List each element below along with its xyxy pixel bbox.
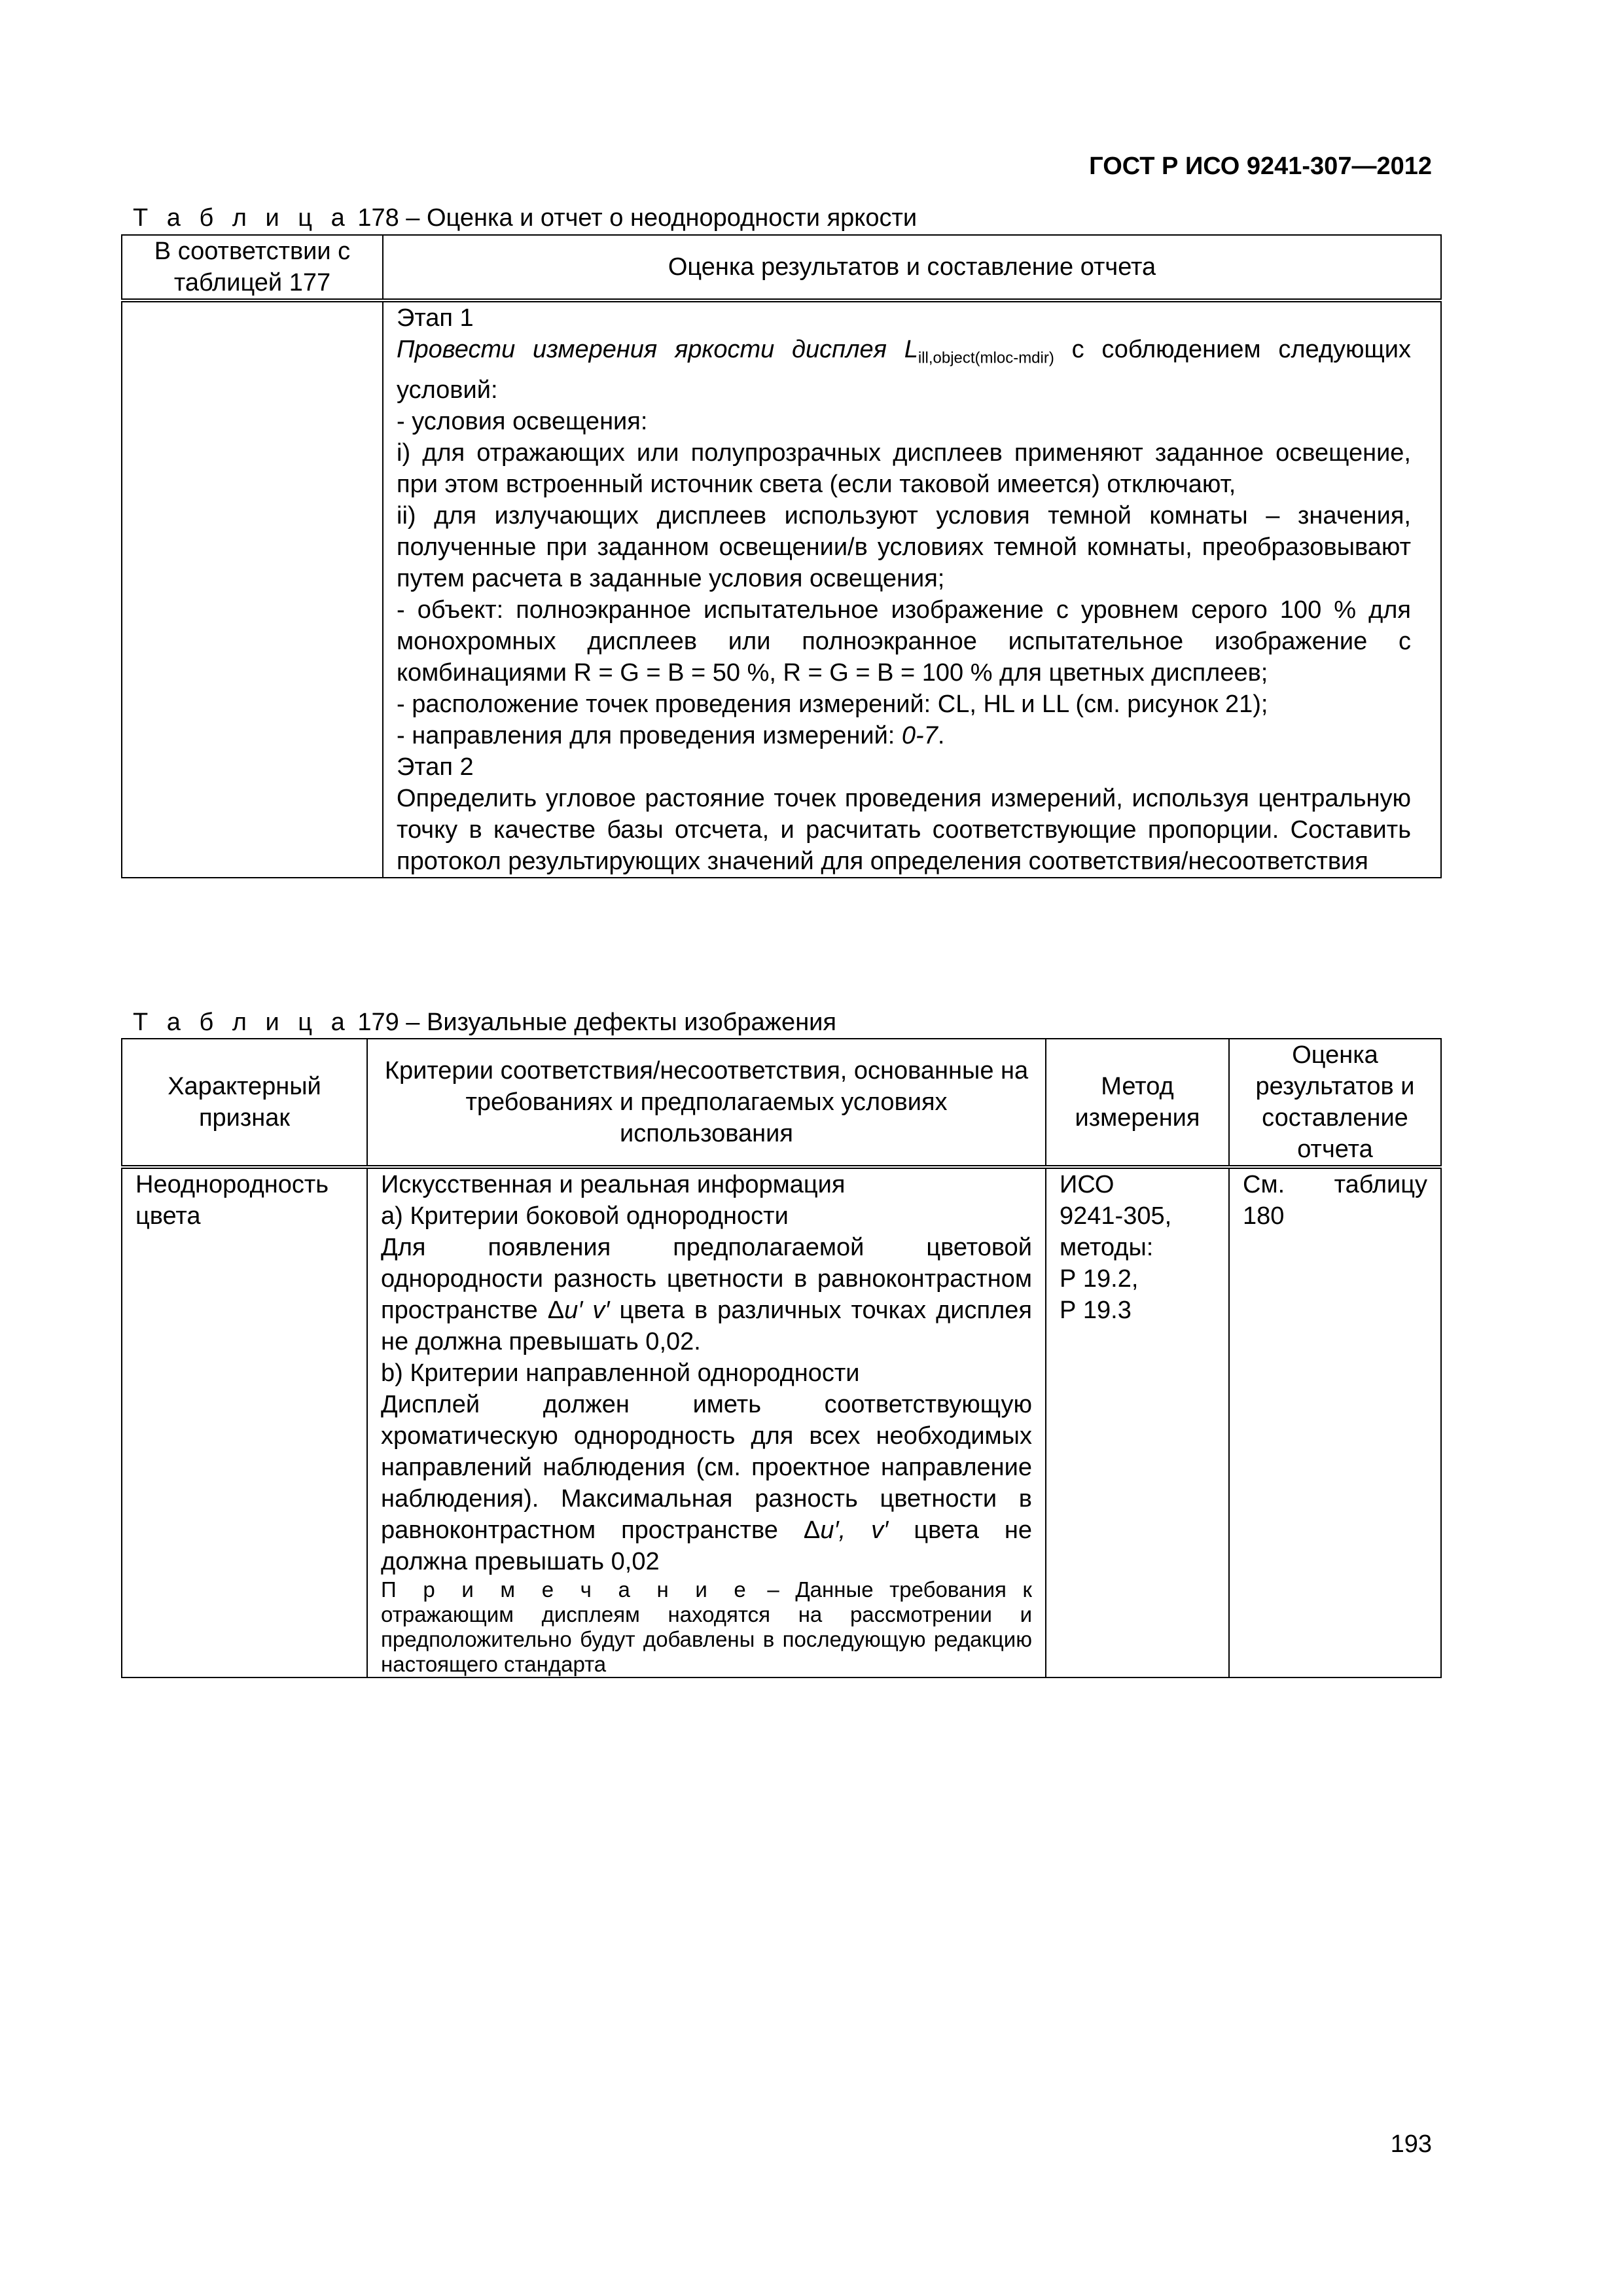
table-178-col1-cell (122, 300, 383, 878)
table-179-header-criteria: Критерии соответствия/несоответствия, основанные на требованиях и предполагаемых условиях использования (367, 1039, 1046, 1167)
table-178-content-cell (383, 300, 1441, 878)
table-179-row (122, 1167, 1441, 1677)
criteria-info-type: Искусственная и реальная информация (381, 1171, 846, 1198)
lighting-conditions-heading: - условия освещения: (397, 407, 648, 435)
table-179-header-method: Метод измерения (1046, 1039, 1229, 1167)
criteria-b-heading: b) Критерии направленной однородности (381, 1359, 860, 1387)
measurement-directions (397, 720, 1411, 751)
object-condition: - объект: полноэкранное испытательное изображение с уровнем серого 100 % для монохромных дисплеев или полноэкранное испытательное изображение с комбинациями R = G = B = 50 %, R = G = B = 100 % для цветных дисплеев; (397, 596, 1411, 687)
lighting-condition-i: i) для отражающих или полупрозрачных дисплеев применяют заданное освещение, при этом встроенный источник света (если таковой имеется) отключают, (397, 439, 1411, 498)
table-178-caption-label: Т а б л и ц а (133, 204, 351, 232)
criteria-a-text-end: цвета в различных точках дисплея не должна превышать 0,02. (381, 1297, 1032, 1355)
method-line: ИСО (1060, 1171, 1115, 1198)
method-line: Р 19.3 (1060, 1297, 1132, 1324)
table-179-header-row (122, 1039, 1441, 1167)
table-178-caption (133, 204, 917, 232)
measurement-directions-range: 0-7 (901, 721, 938, 749)
evaluation-cell: См. таблицу 180 (1229, 1167, 1441, 1677)
method-line: 9241-305, (1060, 1202, 1172, 1230)
method-line: Р 19.2, (1060, 1265, 1139, 1293)
method-cell (1046, 1167, 1229, 1677)
stage-1-intro-text: Провести измерения яркости дисплея L (397, 336, 918, 363)
criteria-cell (367, 1167, 1046, 1677)
criteria-note (381, 1577, 1032, 1677)
table-178 (121, 234, 1442, 878)
feature-cell: Неоднородность цвета (122, 1167, 367, 1677)
standard-header: ГОСТ Р ИСО 9241-307—2012 (1089, 152, 1432, 180)
table-179 (121, 1038, 1442, 1678)
criteria-b-symbol: u′, v′ (820, 1516, 889, 1544)
measurement-points: - расположение точек проведения измерений: CL, HL и LL (см. рисунок 21); (397, 690, 1268, 718)
method-line: методы: (1060, 1234, 1154, 1261)
criteria-a-heading: a) Критерии боковой однородности (381, 1202, 789, 1230)
page-number: 193 (1390, 2130, 1432, 2158)
criteria-b-text (381, 1389, 1032, 1577)
stage-1-label: Этап 1 (397, 304, 474, 332)
criteria-a-text (381, 1232, 1032, 1357)
table-178-col2-header: Оценка результатов и составление отчета (383, 235, 1441, 300)
stage-2-label: Этап 2 (397, 753, 474, 781)
criteria-a-text-start: Для появления предполагаемой цветовой однородности разность цветности в равноконтрастном пространстве Δ (381, 1234, 1032, 1324)
table-179-caption-label: Т а б л и ц а (133, 1009, 351, 1036)
measurement-directions-text: - направления для проведения измерений: (397, 721, 902, 749)
luminance-subscript: ill,object(mloc-mdir) (918, 349, 1054, 367)
measurement-directions-end: . (937, 721, 945, 749)
note-label: П р и м е ч а н и е (381, 1577, 751, 1602)
table-179-caption-text: 179 – Визуальные дефекты изображения (357, 1009, 836, 1036)
criteria-b-text-start: Дисплей должен иметь соответствующую хроматическую однородность для всех необходимых направлений наблюдения (см. проектное направление наблюдения). Максимальная разность цветности в равноконтрастном пространстве Δ (381, 1391, 1032, 1544)
table-178-caption-text: 178 – Оценка и отчет о неоднородности яркости (357, 204, 918, 232)
stage-1-intro-rest: с соблюдением следующих условий: (397, 336, 1411, 404)
table-179-caption (133, 1009, 836, 1036)
stage-2-text: Определить угловое растояние точек проведения измерений, используя центральную точку в качестве базы отсчета, и расчитать соответствующие пропорции. Составить протокол результирующих значений для определения соответствия/несоответствия (397, 784, 1411, 875)
table-179-header-evaluation: Оценка результатов и составление отчета (1229, 1039, 1441, 1167)
criteria-b-text-end: цвета не должна превышать 0,02 (381, 1516, 1033, 1575)
note-text: – Данные требования к отражающим дисплеям находятся на рассмотрении и предположительно будут добавлены в последующую редакцию настоящего стандарта (381, 1577, 1032, 1676)
table-178-row (122, 300, 1441, 878)
table-178-header-row (122, 235, 1441, 300)
table-179-header-feature: Характерный признак (122, 1039, 367, 1167)
lighting-condition-ii: ii) для излучающих дисплеев используют условия темной комнаты – значения, полученные при заданном освещении/в условиях темной комнаты, преобразовывают путем расчета в заданные условия освещения; (397, 501, 1411, 592)
criteria-a-symbol: u′ v′ (564, 1297, 610, 1324)
table-178-col1-header: В соответствии с таблицей 177 (122, 235, 383, 300)
stage-1-intro (397, 334, 1411, 406)
